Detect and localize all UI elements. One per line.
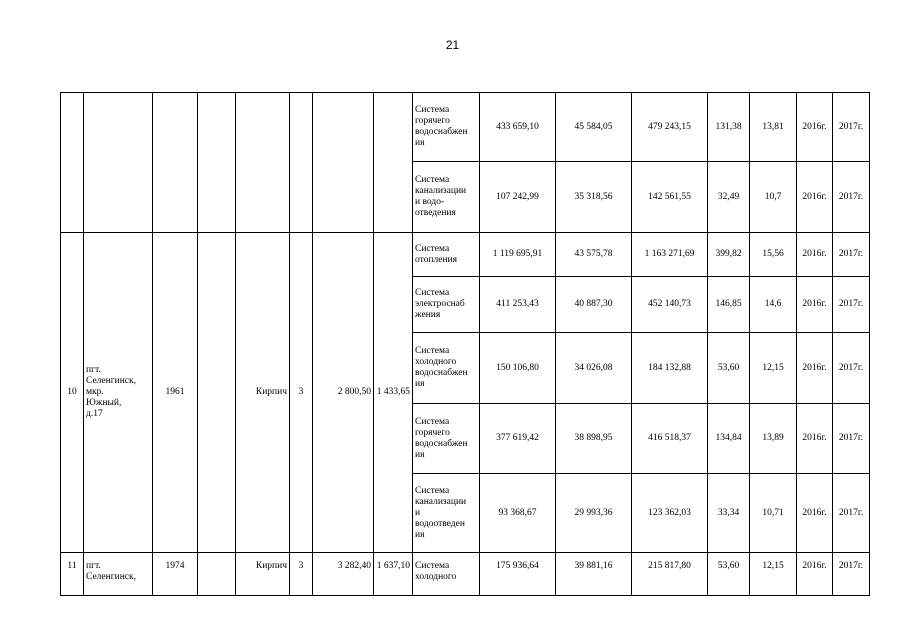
cell-system: Система холодного водоснабжен ия — [413, 333, 480, 404]
cell-cost: 1 119 695,91 — [480, 233, 556, 277]
cell-material — [236, 93, 290, 233]
cell-area-living: 1 433,65 — [374, 233, 413, 553]
cell-cost: 29 993,36 — [556, 474, 632, 553]
cell-cost: 43 575,78 — [556, 233, 632, 277]
cell-cost: 215 817,80 — [632, 553, 708, 596]
cell-address: пгт. Селенгинск, мкр. Южный, д.17 — [84, 233, 153, 553]
cell-cost: 39 881,16 — [556, 553, 632, 596]
cell-cost: 13,89 — [750, 404, 797, 474]
cell-year-start: 2016г. — [797, 474, 833, 553]
cell-system: Система горячего водоснабжен ия — [413, 404, 480, 474]
cell-area-living — [374, 93, 413, 233]
repair-schedule-table — [60, 92, 870, 596]
cell-cost: 53,60 — [708, 553, 750, 596]
cell-cost: 377 619,42 — [480, 404, 556, 474]
cell-address — [84, 93, 153, 233]
cell-year-start: 2016г. — [797, 553, 833, 596]
cell-area-total — [313, 93, 374, 233]
cell-area-total: 3 282,40 — [313, 553, 374, 596]
page-number: 21 — [445, 38, 460, 52]
cell-year-end: 2017г. — [833, 93, 870, 162]
cell-cost: 479 243,15 — [632, 93, 708, 162]
cell-system: Система холодного — [413, 553, 480, 596]
cell-year-end: 2017г. — [833, 277, 870, 333]
cell-year: 1974 — [153, 553, 198, 596]
cell-cost: 131,38 — [708, 93, 750, 162]
cell-cost: 10,7 — [750, 162, 797, 233]
cell-material: Кирпич — [236, 233, 290, 553]
cell-cost: 12,15 — [750, 333, 797, 404]
table-row — [61, 553, 870, 596]
cell-area-living: 1 637,10 — [374, 553, 413, 596]
cell-year-start: 2016г. — [797, 93, 833, 162]
cell-cost: 123 362,03 — [632, 474, 708, 553]
cell-year-start: 2016г. — [797, 277, 833, 333]
cell-cost: 452 140,73 — [632, 277, 708, 333]
cell-number: 11 — [61, 553, 84, 596]
cell-system: Система горячего водоснабжен ия — [413, 93, 480, 162]
cell-system: Система канализации и водоотведен ия — [413, 474, 480, 553]
cell-cost: 146,85 — [708, 277, 750, 333]
cell-cost: 411 253,43 — [480, 277, 556, 333]
cell-cost: 40 887,30 — [556, 277, 632, 333]
table-row — [61, 93, 870, 162]
cell-cost: 33,34 — [708, 474, 750, 553]
cell-year-end: 2017г. — [833, 233, 870, 277]
cell-number: 10 — [61, 233, 84, 553]
cell-year: 1961 — [153, 233, 198, 553]
cell-system: Система отопления — [413, 233, 480, 277]
cell-year-start: 2016г. — [797, 162, 833, 233]
cell-cost: 14,6 — [750, 277, 797, 333]
cell-material: Кирпич — [236, 553, 290, 596]
cell-year-start: 2016г. — [797, 404, 833, 474]
cell-year-start: 2016г. — [797, 233, 833, 277]
cell-number — [61, 93, 84, 233]
cell-year — [153, 93, 198, 233]
table-row — [61, 233, 870, 277]
cell-year-end: 2017г. — [833, 553, 870, 596]
cell-floors: 3 — [290, 233, 313, 553]
cell-system: Система канализации и водо- отведения — [413, 162, 480, 233]
cell-area-total: 2 800,50 — [313, 233, 374, 553]
cell-cost: 15,56 — [750, 233, 797, 277]
cell-empty — [198, 553, 236, 596]
cell-cost: 38 898,95 — [556, 404, 632, 474]
cell-cost: 184 132,88 — [632, 333, 708, 404]
cell-system: Система электроснаб жения — [413, 277, 480, 333]
cell-empty — [198, 233, 236, 553]
cell-cost: 399,82 — [708, 233, 750, 277]
cell-year-end: 2017г. — [833, 474, 870, 553]
cell-cost: 10,71 — [750, 474, 797, 553]
cell-cost: 175 936,64 — [480, 553, 556, 596]
cell-cost: 107 242,99 — [480, 162, 556, 233]
cell-cost: 142 561,55 — [632, 162, 708, 233]
cell-cost: 416 518,37 — [632, 404, 708, 474]
cell-cost: 1 163 271,69 — [632, 233, 708, 277]
cell-cost: 53,60 — [708, 333, 750, 404]
cell-year-start: 2016г. — [797, 333, 833, 404]
cell-cost: 45 584,05 — [556, 93, 632, 162]
cell-cost: 35 318,56 — [556, 162, 632, 233]
cell-cost: 134,84 — [708, 404, 750, 474]
cell-floors — [290, 93, 313, 233]
cell-cost: 93 368,67 — [480, 474, 556, 553]
cell-cost: 433 659,10 — [480, 93, 556, 162]
cell-cost: 34 026,08 — [556, 333, 632, 404]
cell-year-end: 2017г. — [833, 333, 870, 404]
cell-address: пгт. Селенгинск, — [84, 553, 153, 596]
cell-cost: 150 106,80 — [480, 333, 556, 404]
cell-floors: 3 — [290, 553, 313, 596]
cell-cost: 32,49 — [708, 162, 750, 233]
cell-cost: 12,15 — [750, 553, 797, 596]
cell-year-end: 2017г. — [833, 404, 870, 474]
cell-year-end: 2017г. — [833, 162, 870, 233]
cell-empty — [198, 93, 236, 233]
cell-cost: 13,81 — [750, 93, 797, 162]
